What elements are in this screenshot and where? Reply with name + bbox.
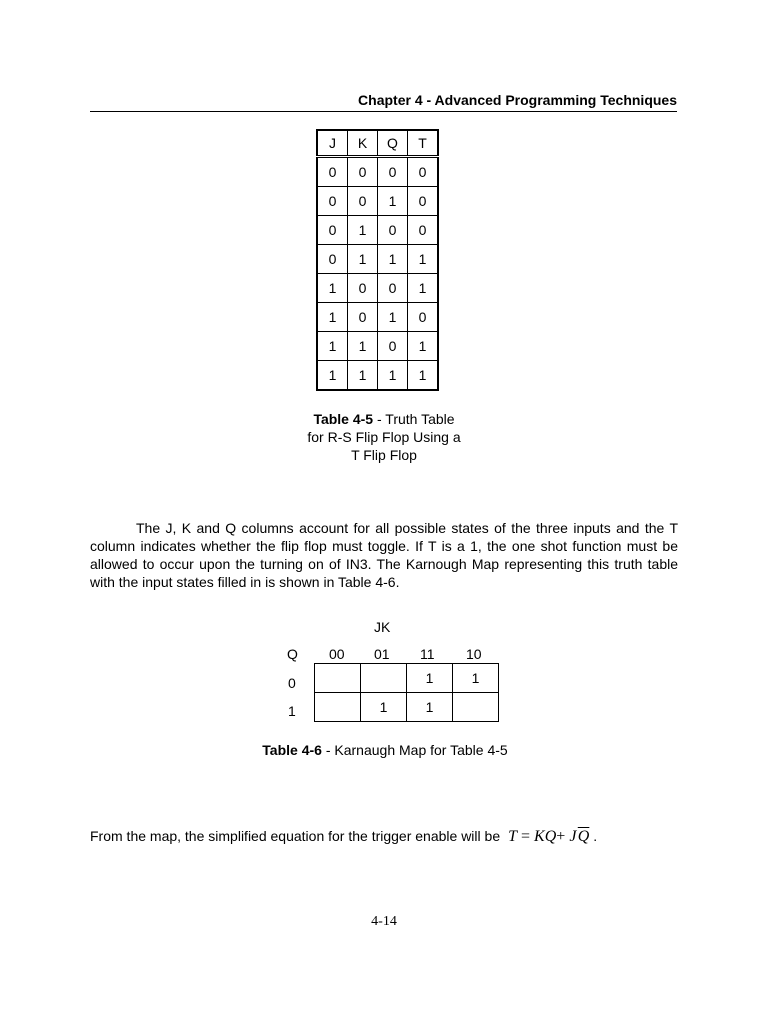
table-row	[317, 274, 438, 303]
table-row	[317, 332, 438, 361]
table-cell: 1	[317, 332, 348, 361]
kmap-cell: 1	[407, 664, 453, 693]
kmap-cell: 1	[361, 693, 407, 722]
trigger-equation	[508, 828, 589, 845]
table-row	[317, 303, 438, 332]
chapter-header: Chapter 4 - Advanced Programming Techniques	[90, 92, 677, 112]
table-cell: 1	[408, 361, 439, 391]
table-cell: 1	[408, 245, 439, 274]
table-row	[317, 187, 438, 216]
kmap-col-label: 00	[329, 646, 345, 662]
final-period: .	[589, 828, 598, 844]
table-cell: 0	[348, 157, 378, 187]
paragraph-text: The J, K and Q columns account for all possible states of the three inputs and the T column indicates whether the flip flop must toggle. If T is a 1, the one shot function must be allowed to occur upon the turning on of IN3. The Karnough Map representing this truth table with the input states filled in is shown in Table 4-6.	[90, 520, 678, 590]
eq-q-bar: $\overline{Q}$	[577, 828, 590, 845]
table-cell: 0	[408, 157, 439, 187]
table-cell: 0	[348, 274, 378, 303]
kmap-cell	[315, 693, 361, 722]
kmap-row-label: 0	[288, 675, 296, 691]
kmap-col-label: 10	[466, 646, 482, 662]
table-cell: 1	[408, 332, 439, 361]
table-cell: 0	[348, 187, 378, 216]
final-sentence	[90, 828, 597, 846]
table-cell: 0	[348, 303, 378, 332]
eq-j: J	[569, 828, 577, 845]
caption-text: - Truth Table for R-S Flip Flop Using a T Flip Flop	[307, 411, 461, 463]
table-cell: 0	[378, 216, 408, 245]
table-cell: 0	[317, 216, 348, 245]
table-cell: 0	[408, 216, 439, 245]
caption-label: Table 4-5	[313, 411, 374, 427]
table-cell: 1	[378, 245, 408, 274]
truth-table	[316, 129, 439, 391]
table-cell: 1	[408, 274, 439, 303]
kmap-col-label: 01	[374, 646, 390, 662]
caption-label: Table 4-6	[262, 742, 322, 758]
kmap-row-label: 1	[288, 703, 296, 719]
table-cell: 0	[408, 303, 439, 332]
kmap-row	[315, 664, 499, 693]
kmap-cell: 1	[407, 693, 453, 722]
eq-plus: +	[556, 828, 570, 845]
header-cell: T	[408, 130, 439, 157]
table-cell: 1	[348, 332, 378, 361]
table-cell: 1	[378, 187, 408, 216]
kmap-cell	[361, 664, 407, 693]
table-cell: 1	[348, 361, 378, 391]
table-cell: 0	[317, 157, 348, 187]
table-row	[317, 157, 438, 187]
table-cell: 1	[378, 361, 408, 391]
kmap-col-label: 11	[420, 646, 435, 662]
body-paragraph	[90, 519, 678, 591]
table-cell: 1	[317, 274, 348, 303]
kmap-cell	[315, 664, 361, 693]
table-cell: 0	[408, 187, 439, 216]
table-cell: 1	[378, 303, 408, 332]
table-row	[317, 245, 438, 274]
table-cell: 0	[317, 245, 348, 274]
eq-term1: KQ	[534, 828, 557, 845]
table-row	[317, 361, 438, 391]
header-cell: K	[348, 130, 378, 157]
table-cell: 0	[378, 274, 408, 303]
table-cell: 1	[317, 303, 348, 332]
table-cell: 1	[348, 216, 378, 245]
kmap-row-var: Q	[287, 646, 298, 662]
karnaugh-map	[314, 663, 499, 722]
truth-table-header-row	[317, 130, 438, 157]
caption-text: - Karnaugh Map for Table 4-5	[321, 742, 508, 758]
final-text: From the map, the simplified equation for the trigger enable will be	[90, 828, 501, 844]
table-cell: 0	[378, 157, 408, 187]
kmap-row	[315, 693, 499, 722]
table-row	[317, 216, 438, 245]
table-4-5-caption	[304, 410, 464, 464]
table-cell: 1	[348, 245, 378, 274]
kmap-top-label: JK	[374, 619, 391, 635]
header-cell: Q	[378, 130, 408, 157]
table-cell: 0	[378, 332, 408, 361]
table-cell: 0	[317, 187, 348, 216]
eq-equals: =	[517, 828, 535, 845]
kmap-cell	[453, 693, 499, 722]
table-cell: 1	[317, 361, 348, 391]
kmap-cell: 1	[453, 664, 499, 693]
page-number: 4-14	[371, 914, 397, 929]
header-cell: J	[317, 130, 348, 157]
table-4-6-caption	[260, 741, 510, 759]
eq-lhs: T	[508, 828, 518, 845]
